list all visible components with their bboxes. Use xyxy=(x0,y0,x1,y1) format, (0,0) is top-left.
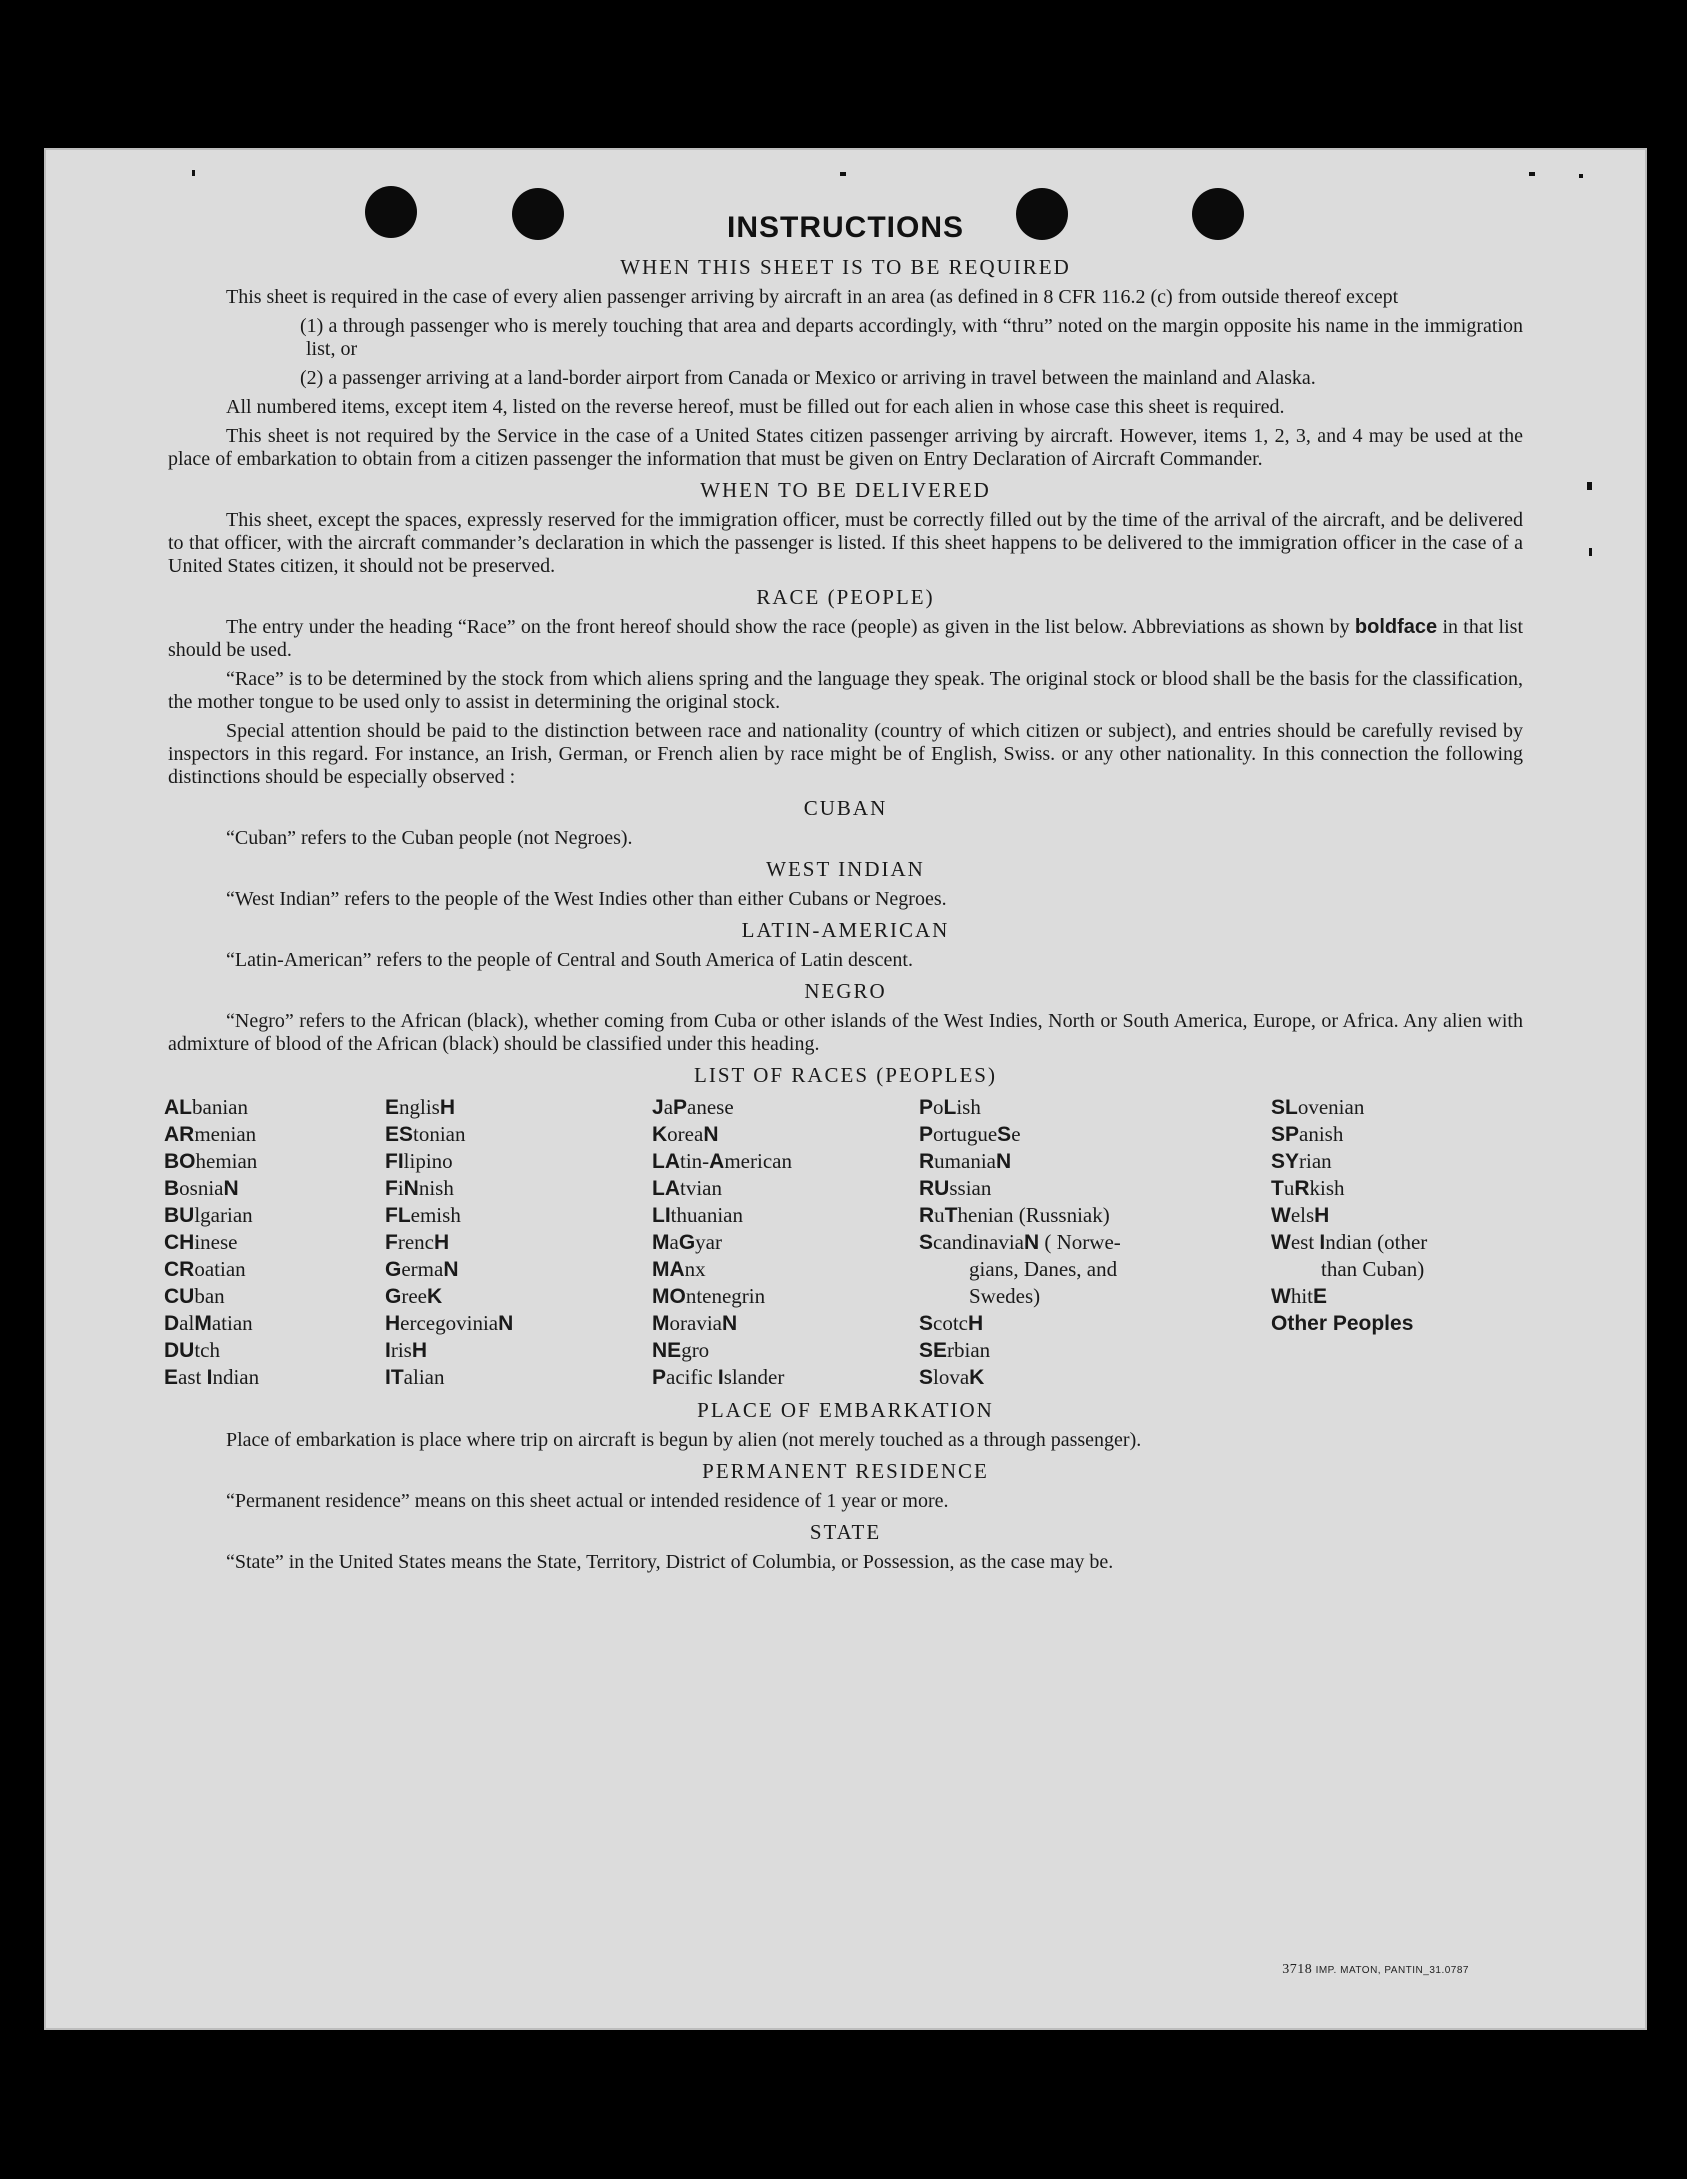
race-entry: than Cuban) xyxy=(1321,1257,1425,1281)
paragraph: “Latin-American” refers to the people of Central and South America of Latin descent. xyxy=(226,949,913,971)
ink-speck xyxy=(840,172,846,176)
ink-speck xyxy=(1587,482,1592,490)
heading-embarkation: PLACE OF EMBARKATION xyxy=(697,1398,994,1422)
race-entry: RUssian xyxy=(919,1176,992,1200)
race-entry: ScotcH xyxy=(919,1311,984,1335)
race-entry: DUtch xyxy=(164,1338,220,1362)
race-entry: BosniaN xyxy=(164,1176,239,1200)
race-entry: FLemish xyxy=(385,1203,461,1227)
race-entry: SlovaK xyxy=(919,1365,985,1389)
paragraph: This sheet is required in the case of every alien passenger arriving by aircraft in an area (as defined in 8 CFR 116.2 (c) from outside thereof except xyxy=(226,286,1399,308)
instruction-sheet xyxy=(44,148,1647,2030)
race-entry: IrisH xyxy=(385,1338,428,1362)
race-entry xyxy=(1271,1337,1471,1364)
race-entry: RumaniaN xyxy=(919,1149,1012,1173)
race-entry: gians, Danes, and xyxy=(969,1257,1118,1281)
exception-item-1: (1) a through passenger who is merely touching that area and departs accordingly, with “thru” noted on the margin opposite his name in the immigration list, or xyxy=(300,315,1523,360)
race-entry: CUban xyxy=(164,1284,225,1308)
race-entry: PoLish xyxy=(919,1095,981,1119)
exception-item-2: (2) a passenger arriving at a land-border airport from Canada or Mexico or arriving in travel between the mainland and Alaska. xyxy=(300,367,1316,389)
race-entry: NEgro xyxy=(652,1338,710,1362)
race-list xyxy=(164,1094,1523,1391)
race-entry: SYrian xyxy=(1271,1149,1332,1173)
ink-speck xyxy=(1529,172,1535,176)
race-entry: WelsH xyxy=(1271,1203,1330,1227)
heading-negro: NEGRO xyxy=(804,979,887,1003)
race-entry: Pacific Islander xyxy=(652,1365,785,1389)
heading-when-required: WHEN THIS SHEET IS TO BE REQUIRED xyxy=(620,255,1071,279)
race-entry: BOhemian xyxy=(164,1149,258,1173)
paragraph: All numbered items, except item 4, listed on the reverse hereof, must be filled out for each alien in whose case this sheet is required. xyxy=(226,396,1285,418)
race-entry: EStonian xyxy=(385,1122,466,1146)
race-entry: FIlipino xyxy=(385,1149,453,1173)
ink-speck xyxy=(192,170,195,176)
heading-permanent-residence: PERMANENT RESIDENCE xyxy=(702,1459,989,1483)
race-entry: MoraviaN xyxy=(652,1311,738,1335)
ink-speck xyxy=(1589,548,1592,556)
heading-when-delivered: WHEN TO BE DELIVERED xyxy=(700,478,991,502)
race-entry: West Indian (other xyxy=(1271,1230,1428,1254)
paragraph xyxy=(168,616,1523,662)
race-text-b: in that list should be used. xyxy=(168,616,1524,661)
race-entry: SPanish xyxy=(1271,1122,1344,1146)
race-entry: ScandinaviaN ( Norwe- xyxy=(919,1230,1121,1254)
race-text-a: The entry under the heading “Race” on the front hereof should show the race (people) as given in the list below. Abbreviations as shown by xyxy=(226,616,1350,638)
race-entry: ARmenian xyxy=(164,1122,257,1146)
paragraph: “Permanent residence” means on this sheet actual or intended residence of 1 year or more. xyxy=(226,1490,949,1512)
race-entry: MOntenegrin xyxy=(652,1284,766,1308)
ink-speck xyxy=(1579,174,1583,178)
race-entry: Swedes) xyxy=(969,1284,1041,1308)
heading-state: STATE xyxy=(809,1520,882,1544)
race-entry: BUlgarian xyxy=(164,1203,253,1227)
race-entry: ITalian xyxy=(385,1365,445,1389)
paragraph: “Cuban” refers to the Cuban people (not Negroes). xyxy=(226,827,633,849)
heading-cuban: CUBAN xyxy=(803,796,888,820)
form-number: 3718 xyxy=(1282,1962,1313,1977)
race-entry: CRoatian xyxy=(164,1257,246,1281)
paragraph: Special attention should be paid to the distinction between race and nationality (country of which citizen or subject), and entries should be carefully revised by inspectors in this regard. For instance, an Irish, German, or French alien by race might be of English, Swiss. or any other nationality. In this connection the following distinctions should be especially observed : xyxy=(168,720,1523,788)
instructions-body xyxy=(164,208,1524,1580)
race-entry: LAtvian xyxy=(652,1176,722,1200)
boldface-word: boldface xyxy=(1354,616,1438,638)
paragraph: This sheet is not required by the Service in the case of a United States citizen passenger arriving by aircraft. However, items 1, 2, 3, and 4 may be used at the place of embarkation to obtain from a citizen passenger the information that must be given on Entry Declaration of Aircraft Commander. xyxy=(168,425,1523,470)
race-entry: GreeK xyxy=(385,1284,443,1308)
race-entry: FiNnish xyxy=(385,1176,454,1200)
race-entry: PortugueSe xyxy=(919,1122,1021,1146)
race-entry xyxy=(1271,1364,1471,1391)
race-entry: EnglisH xyxy=(385,1095,456,1119)
paragraph: Place of embarkation is place where trip on aircraft is begun by alien (not merely touched as a through passenger). xyxy=(226,1429,1142,1451)
race-entry: LIthuanian xyxy=(652,1203,743,1227)
race-entry: FrencH xyxy=(385,1230,450,1254)
paragraph: “West Indian” refers to the people of the West Indies other than either Cubans or Negroes. xyxy=(226,888,947,910)
heading-west-indian: WEST INDIAN xyxy=(766,857,925,881)
paragraph: This sheet, except the spaces, expressly reserved for the immigration officer, must be correctly filled out by the time of the arrival of the aircraft, and be delivered to that officer, with the aircraft commander’s declaration in which the passenger is listed. If this sheet happens to be delivered to the immigration officer in the case of a United States citizen, it should not be preserved. xyxy=(168,509,1523,577)
race-entry: LAtin-American xyxy=(652,1149,792,1173)
race-entry: JaPanese xyxy=(652,1095,734,1119)
paragraph: “State” in the United States means the State, Territory, District of Columbia, or Possession, as the case may be. xyxy=(226,1551,1114,1573)
race-entry: MAnx xyxy=(652,1257,706,1281)
race-entry: GermaN xyxy=(385,1257,459,1281)
race-entry: RuThenian (Russniak) xyxy=(919,1203,1110,1227)
race-entry: TuRkish xyxy=(1271,1176,1345,1200)
race-entry: Other Peoples xyxy=(1271,1312,1414,1335)
heading-race: RACE (PEOPLE) xyxy=(756,585,935,609)
race-entry: East Indian xyxy=(164,1365,260,1389)
form-imprint xyxy=(1282,1962,1469,1978)
printer-imprint: IMP. MATON, PANTIN_31.0787 xyxy=(1315,1965,1469,1976)
page-title: INSTRUCTIONS xyxy=(727,211,964,244)
race-entry: KoreaN xyxy=(652,1122,719,1146)
paragraph: “Negro” refers to the African (black), whether coming from Cuba or other islands of the West Indies, North or South America, Europe, or Africa. Any alien with admixture of blood of the African (black) should be classified under this heading. xyxy=(168,1010,1523,1055)
race-entry: DalMatian xyxy=(164,1311,253,1335)
race-entry: CHinese xyxy=(164,1230,238,1254)
paragraph: “Race” is to be determined by the stock from which aliens spring and the language they speak. The original stock or blood shall be the basis for the classification, the mother tongue to be used only to assist in determining the original stock. xyxy=(168,668,1523,713)
race-entry: SErbian xyxy=(919,1338,991,1362)
heading-list-of-races: LIST OF RACES (PEOPLES) xyxy=(694,1063,997,1087)
race-entry: MaGyar xyxy=(652,1230,722,1254)
race-entry: HercegoviniaN xyxy=(385,1311,514,1335)
heading-latin-american: LATIN-AMERICAN xyxy=(741,918,950,942)
race-entry: WhitE xyxy=(1271,1284,1328,1308)
race-entry: ALbanian xyxy=(164,1095,248,1119)
race-entry: SLovenian xyxy=(1271,1095,1365,1119)
